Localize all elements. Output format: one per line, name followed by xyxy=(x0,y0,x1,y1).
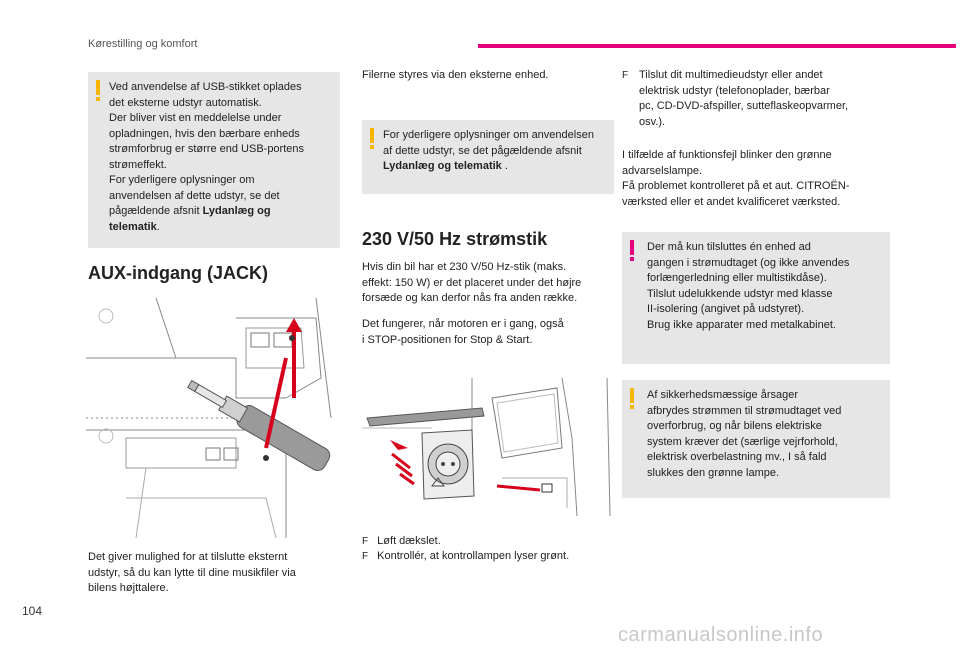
paragraph-line: Hvis din bil har et 230 V/50 Hz-stik (maks. xyxy=(362,261,567,273)
paragraph-line: Få problemet kontrolleret på et aut. CITROËN- xyxy=(622,180,850,192)
aux-heading: AUX-indgang (JACK) xyxy=(88,263,268,283)
note-line: overforbrug, og når bilens elektriske xyxy=(647,420,822,432)
paragraph-line: Det fungerer, når motoren er i gang, også xyxy=(362,318,564,330)
malfunction-text xyxy=(622,148,902,210)
note-line: gangen i strømudtaget (og ikke anvendes xyxy=(647,256,850,269)
step-text: Løft dækslet. xyxy=(377,535,441,547)
caption-line: Det giver mulighed for at tilslutte eksternt xyxy=(88,551,288,563)
note-line: elektrisk overbelastning mv., I så fald xyxy=(647,451,827,463)
step-bullet: F xyxy=(622,70,629,81)
section-title: Kørestilling og komfort xyxy=(88,38,198,50)
caption-line: bilens højttalere. xyxy=(88,582,169,594)
paragraph-line: I tilfælde af funktionsfejl blinker den grønne xyxy=(622,149,832,161)
step-bullet: F xyxy=(362,551,369,562)
note-line: det eksterne udstyr automatisk. xyxy=(109,96,262,109)
step-lift-cover xyxy=(362,534,441,550)
note-line: afbrydes strømmen til strømudtaget ved xyxy=(647,404,842,417)
warning-note-text xyxy=(647,240,882,333)
section-reference: telematik xyxy=(109,220,157,233)
note-line: system kræver det (særlige vejrforhold, xyxy=(647,435,838,448)
warning-icon-dot xyxy=(630,257,634,261)
step-line: pc, CD-DVD-afspiller, sutteflaskeopvarmer, xyxy=(639,100,849,112)
safety-info-note xyxy=(622,380,890,498)
note-line: strømeffekt. xyxy=(109,158,167,171)
note-line: Brug ikke apparater med metalkabinet. xyxy=(647,318,836,331)
note-line: Tilslut udelukkende udstyr med klasse xyxy=(647,287,833,300)
step-bullet: F xyxy=(362,536,369,547)
section-reference: Lydanlæg og xyxy=(202,205,271,217)
note-text: . xyxy=(156,220,160,233)
info-icon-dot xyxy=(96,97,100,101)
note-line: anvendelsen af dette udstyr, se det xyxy=(109,189,280,202)
connect-step xyxy=(622,68,892,130)
note-text: pågældende afsnit xyxy=(109,205,203,217)
section-accent-bar xyxy=(478,44,956,48)
safety-note-text xyxy=(647,388,882,481)
note-text: . xyxy=(501,160,508,172)
warning-icon-bar xyxy=(630,240,634,255)
step-line: Tilslut dit multimedieudstyr eller andet xyxy=(639,69,823,81)
socket-operation-text xyxy=(362,317,622,348)
aux-caption xyxy=(88,550,348,597)
info-icon-dot xyxy=(630,405,634,409)
step-text: Kontrollér, at kontrollampen lyser grønt. xyxy=(377,550,570,562)
note-line: II-isolering (angivet på udstyret). xyxy=(647,303,805,315)
note-line xyxy=(109,220,332,236)
note-line: Der bliver vist en meddelelse under xyxy=(109,112,282,124)
socket-heading: 230 V/50 Hz strømstik xyxy=(362,229,548,249)
step-check-lamp xyxy=(362,549,569,565)
note-line: af dette udstyr, se det pågældende afsnit xyxy=(383,144,582,157)
note-line: slukkes den grønne lampe. xyxy=(647,466,780,479)
paragraph-line: i STOP-positionen for Stop & Start. xyxy=(362,333,533,346)
info-icon-bar xyxy=(96,80,100,95)
step-line: elektrisk udstyr (telefonoplader, bærbar xyxy=(639,84,830,97)
usb-note-text xyxy=(109,80,332,235)
paragraph-line: effekt: 150 W) er det placeret under det højre xyxy=(362,276,582,289)
note-line xyxy=(109,204,332,220)
note-line: opladningen, hvis den bærbare enheds xyxy=(109,127,300,140)
aux-jack-illustration xyxy=(86,298,342,546)
telematik-note-text xyxy=(383,128,606,175)
note-line: Der må kun tilsluttes én enhed ad xyxy=(647,241,811,253)
paragraph-line: værksted eller et andet kvalificeret værksted. xyxy=(622,195,841,208)
page-number: 104 xyxy=(22,604,43,618)
info-icon-dot xyxy=(370,145,374,149)
note-line: strømforbrug er større end USB-portens xyxy=(109,143,305,155)
socket-illustration xyxy=(362,378,614,516)
section-reference: Lydanlæg og telematik xyxy=(383,160,502,172)
note-line: For yderligere oplysninger om anvendelsen xyxy=(383,129,594,141)
paragraph-line: advarselslampe. xyxy=(622,164,703,177)
note-line: For yderligere oplysninger om xyxy=(109,174,255,186)
paragraph-line: forsæde og kan derfor nås fra anden række. xyxy=(362,292,578,304)
info-icon-bar xyxy=(370,128,374,143)
note-line: forlængerledning eller multistikdåse). xyxy=(647,272,827,284)
caption-line: udstyr, så du kan lytte til dine musikfiler via xyxy=(88,566,296,579)
step-line: osv.). xyxy=(639,115,666,128)
telematik-info-note xyxy=(362,120,614,194)
intro-text: Filerne styres via den eksterne enhed. xyxy=(362,69,549,81)
note-line: Af sikkerhedsmæssige årsager xyxy=(647,389,799,401)
warning-note xyxy=(622,232,890,364)
note-line xyxy=(383,159,606,175)
watermark: carmanualsonline.info xyxy=(618,624,824,646)
note-line: Ved anvendelse af USB-stikket oplades xyxy=(109,81,302,93)
info-icon-bar xyxy=(630,388,634,403)
socket-description xyxy=(362,260,622,307)
usb-info-note xyxy=(88,72,340,248)
